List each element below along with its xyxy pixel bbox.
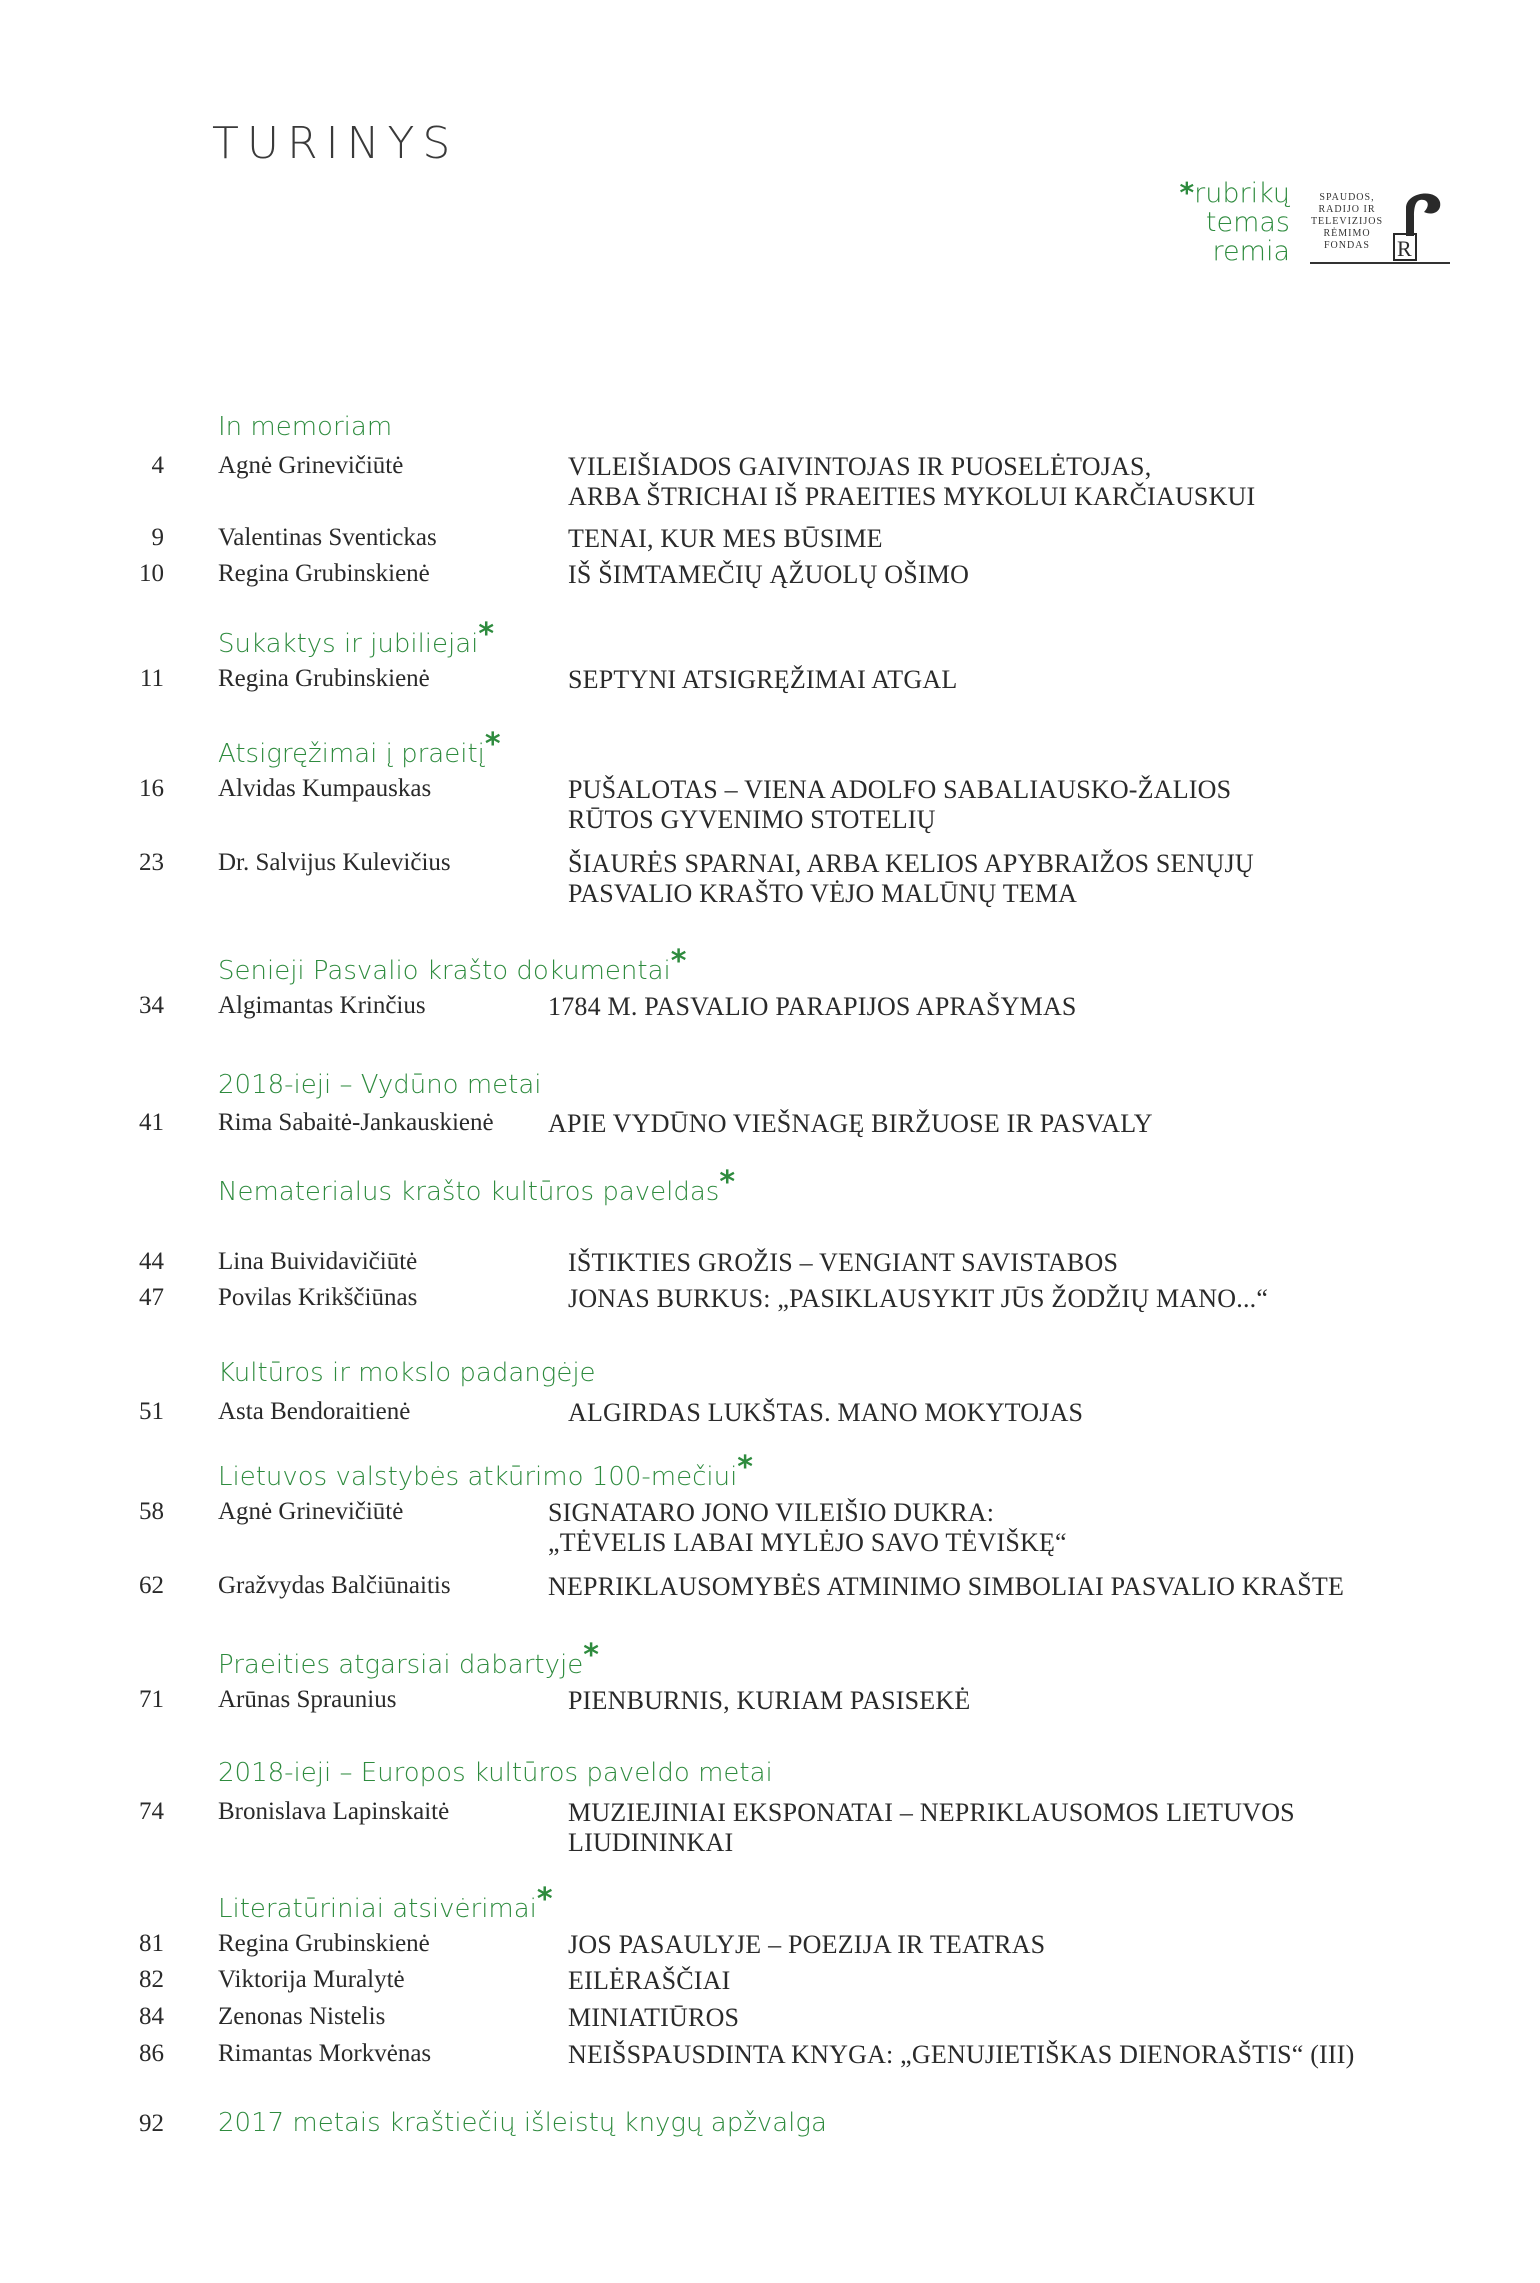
section-title-text: Nematerialus krašto kultūros paveldas [218, 1177, 720, 1207]
toc-entry [0, 1930, 1540, 1966]
page-number: 62 [139, 1572, 164, 1599]
author-name: Rima Sabaitė-Jankauskienė [218, 1109, 494, 1136]
section-title [218, 1450, 753, 1493]
article-title-line: IŠTIKTIES GROŽIS – VENGIANT SAVISTABOS [568, 1248, 1119, 1277]
article-title-line: PIENBURNIS, KURIAM PASISEKĖ [568, 1686, 971, 1715]
page-number: 10 [139, 560, 164, 587]
article-title [568, 849, 1254, 909]
author-name: Agnė Grinevičiūtė [218, 1498, 404, 1525]
sponsor-text [1160, 178, 1290, 266]
article-title-line: „TĖVELIS LABAI MYLĖJO SAVO TĖVIŠKĘ“ [548, 1528, 1067, 1557]
article-title-line: MUZIEJINIAI EKSPONATAI – NEPRIKLAUSOMOS LIETUVOS [568, 1798, 1295, 1827]
page-number: 58 [139, 1498, 164, 1525]
final-entry-title: 2017 metais kraštiečių išleistų knygų apžvalga [218, 2108, 827, 2138]
page-number: 86 [139, 2040, 164, 2067]
author-name: Arūnas Spraunius [218, 1686, 397, 1713]
star-icon: * [737, 1450, 753, 1485]
star-icon: * [719, 1165, 736, 1200]
article-title-line: PUŠALOTAS – VIENA ADOLFO SABALIAUSKO-ŽALIOS [568, 775, 1232, 804]
fund-emblem-icon [1388, 186, 1448, 262]
page-number: 4 [151, 452, 164, 479]
author-name: Alvidas Kumpauskas [218, 775, 432, 802]
toc-entry [0, 1686, 1540, 1722]
author-name: Lina Buividavičiūtė [218, 1248, 418, 1275]
page-number: 16 [139, 775, 164, 802]
article-title-line: ALGIRDAS LUKŠTAS. MANO MOKYTOJAS [568, 1398, 1084, 1427]
section-title-text: 2018-ieji – Europos kultūros paveldo metai [218, 1758, 773, 1788]
page-number: 84 [139, 2003, 164, 2030]
page-number: 47 [139, 1284, 164, 1311]
section-title-text: Senieji Pasvalio krašto dokumentai [218, 956, 671, 986]
article-title-line: VILEIŠIADOS GAIVINTOJAS IR PUOSELĖTOJAS, [568, 452, 1152, 481]
article-title-line: IŠ ŠIMTAMEČIŲ ĄŽUOLŲ OŠIMO [568, 560, 970, 589]
fund-line: RĖMIMO [1323, 228, 1371, 239]
author-name: Viktorija Muralytė [218, 1966, 405, 1993]
section-title [218, 727, 501, 770]
toc-entry [0, 452, 1540, 511]
author-name: Valentinas Sventickas [218, 524, 437, 551]
author-name: Povilas Krikščiūnas [218, 1284, 418, 1311]
section-title [218, 944, 687, 987]
article-title-line: LIUDININKAI [568, 1828, 734, 1857]
article-title-line: MINIATIŪROS [568, 2003, 740, 2032]
author-name: Dr. Salvijus Kulevičius [218, 849, 451, 876]
article-title [568, 1284, 1268, 1314]
author-name: Agnė Grinevičiūtė [218, 452, 404, 479]
section-title-text: In memoriam [218, 412, 393, 442]
star-icon: * [536, 1882, 553, 1917]
page-number: 71 [139, 1686, 164, 1713]
article-title [568, 560, 969, 590]
article-title-line: NEPRIKLAUSOMYBĖS ATMINIMO SIMBOLIAI PASVALIO KRAŠTE [548, 1572, 1345, 1601]
author-name: Rimantas Morkvėnas [218, 2040, 432, 2067]
section-title-text: Sukaktys ir jubiliejai [218, 629, 479, 659]
article-title [568, 1930, 1045, 1960]
page-number: 82 [139, 1966, 164, 1993]
section-title-text: Lietuvos valstybės atkūrimo 100-mečiui [218, 1462, 738, 1492]
article-title [548, 992, 1077, 1022]
article-title [568, 2003, 739, 2033]
toc-entry [0, 2003, 1540, 2039]
author-name: Regina Grubinskienė [218, 665, 430, 692]
toc-entry [0, 1284, 1540, 1320]
star-icon: * [583, 1638, 599, 1673]
toc-entry [0, 1966, 1540, 2002]
toc-entry [0, 524, 1540, 560]
sponsor-line-1: rubrikų [1194, 178, 1290, 209]
sponsor-line-2: temas [1205, 207, 1290, 238]
article-title [568, 1966, 731, 1996]
section-title-text: Atsigręžimai į praeitį [218, 739, 485, 769]
article-title-line: NEIŠSPAUSDINTA KNYGA: „GENUJIETIŠKAS DIENORAŠTIS“ (III) [568, 2040, 1355, 2069]
toc-entry [0, 992, 1540, 1028]
article-title-line: JOS PASAULYJE – POEZIJA IR TEATRAS [568, 1930, 1046, 1959]
star-icon: * [1179, 176, 1195, 209]
section-title [218, 1882, 553, 1925]
toc-entry [0, 1109, 1540, 1145]
toc-entry [0, 665, 1540, 701]
fund-name [1310, 192, 1384, 252]
article-title [548, 1572, 1344, 1602]
section-title [218, 617, 495, 660]
article-title [568, 1686, 970, 1716]
toc-entry [0, 560, 1540, 596]
toc-entry [0, 1498, 1540, 1557]
toc-entry [0, 1398, 1540, 1434]
section-title [218, 1638, 599, 1681]
toc-entry [0, 849, 1540, 908]
author-name: Bronislava Lapinskaitė [218, 1798, 450, 1825]
article-title-line: RŪTOS GYVENIMO STOTELIŲ [568, 805, 936, 834]
fund-line: FONDAS [1323, 240, 1370, 251]
article-title-line: APIE VYDŪNO VIEŠNAGĘ BIRŽUOSE IR PASVALY [548, 1109, 1153, 1138]
sponsor-block [1160, 178, 1440, 268]
star-icon: * [478, 617, 495, 652]
fund-line: SPAUDOS, [1319, 192, 1375, 203]
article-title [568, 775, 1231, 835]
fund-line: TELEVIZIJOS [1310, 216, 1384, 227]
toc-entry [0, 1572, 1540, 1608]
page-number: 41 [139, 1109, 164, 1136]
toc-entry [0, 2040, 1540, 2076]
article-title-line: JONAS BURKUS: „PASIKLAUSYKIT JŪS ŽODŽIŲ MANO...“ [568, 1284, 1269, 1313]
section-title [218, 1070, 542, 1100]
article-title [548, 1498, 1067, 1558]
section-title-text: 2018-ieji – Vydūno metai [218, 1070, 542, 1100]
article-title [568, 1248, 1118, 1278]
article-title [548, 1109, 1153, 1139]
page-number: 44 [139, 1248, 164, 1275]
article-title-line: TENAI, KUR MES BŪSIME [568, 524, 883, 553]
article-title-line: ARBA ŠTRICHAI IŠ PRAEITIES MYKOLUI KARČIAUSKUI [568, 482, 1256, 511]
article-title-line: SEPTYNI ATSIGRĘŽIMAI ATGAL [568, 665, 958, 694]
section-title [218, 1165, 736, 1208]
page-number: 34 [139, 992, 164, 1019]
svg-text:R: R [1397, 236, 1412, 261]
article-title [568, 1798, 1295, 1858]
section-title-text: Literatūriniai atsivėrimai [218, 1894, 537, 1924]
page-number: 74 [139, 1798, 164, 1825]
article-title-line: ŠIAURĖS SPARNAI, ARBA KELIOS APYBRAIŽOS SENŲJŲ [568, 849, 1254, 878]
fund-rule [1310, 262, 1450, 264]
author-name: Gražvydas Balčiūnaitis [218, 1572, 451, 1599]
toc-entry [0, 1248, 1540, 1284]
page-title: TURINYS [212, 118, 459, 169]
author-name: Regina Grubinskienė [218, 560, 430, 587]
fund-logo [1310, 192, 1440, 262]
article-title-line: EILĖRAŠČIAI [568, 1966, 731, 1995]
star-icon: * [670, 944, 687, 979]
article-title [568, 2040, 1354, 2070]
page-number: 92 [139, 2110, 164, 2137]
toc-entry-final [0, 2110, 1540, 2146]
section-title-text: Praeities atgarsiai dabartyje [218, 1650, 584, 1680]
page-number: 51 [139, 1398, 164, 1425]
page-number: 11 [139, 665, 164, 692]
page-number: 23 [139, 849, 164, 876]
section-title [218, 412, 392, 442]
article-title-line: PASVALIO KRAŠTO VĖJO MALŪNŲ TEMA [568, 879, 1078, 908]
section-title-text: Kultūros ir mokslo padangėje [218, 1358, 596, 1388]
page-number: 9 [151, 524, 164, 551]
article-title [568, 665, 957, 695]
author-name: Zenonas Nistelis [218, 2003, 386, 2030]
fund-line: RADIJO IR [1318, 204, 1376, 215]
sponsor-line-3: remia [1212, 236, 1290, 267]
star-icon: * [484, 727, 501, 762]
section-title [218, 1358, 596, 1388]
toc-entry [0, 775, 1540, 834]
toc-entry [0, 1798, 1540, 1857]
author-name: Algimantas Krinčius [218, 992, 426, 1019]
article-title [568, 1398, 1083, 1428]
article-title [568, 452, 1255, 512]
section-title [218, 1758, 773, 1788]
article-title-line: 1784 M. PASVALIO PARAPIJOS APRAŠYMAS [548, 992, 1077, 1021]
article-title-line: SIGNATARO JONO VILEIŠIO DUKRA: [548, 1498, 995, 1527]
author-name: Asta Bendoraitienė [218, 1398, 411, 1425]
author-name: Regina Grubinskienė [218, 1930, 430, 1957]
article-title [568, 524, 883, 554]
page-number: 81 [139, 1930, 164, 1957]
